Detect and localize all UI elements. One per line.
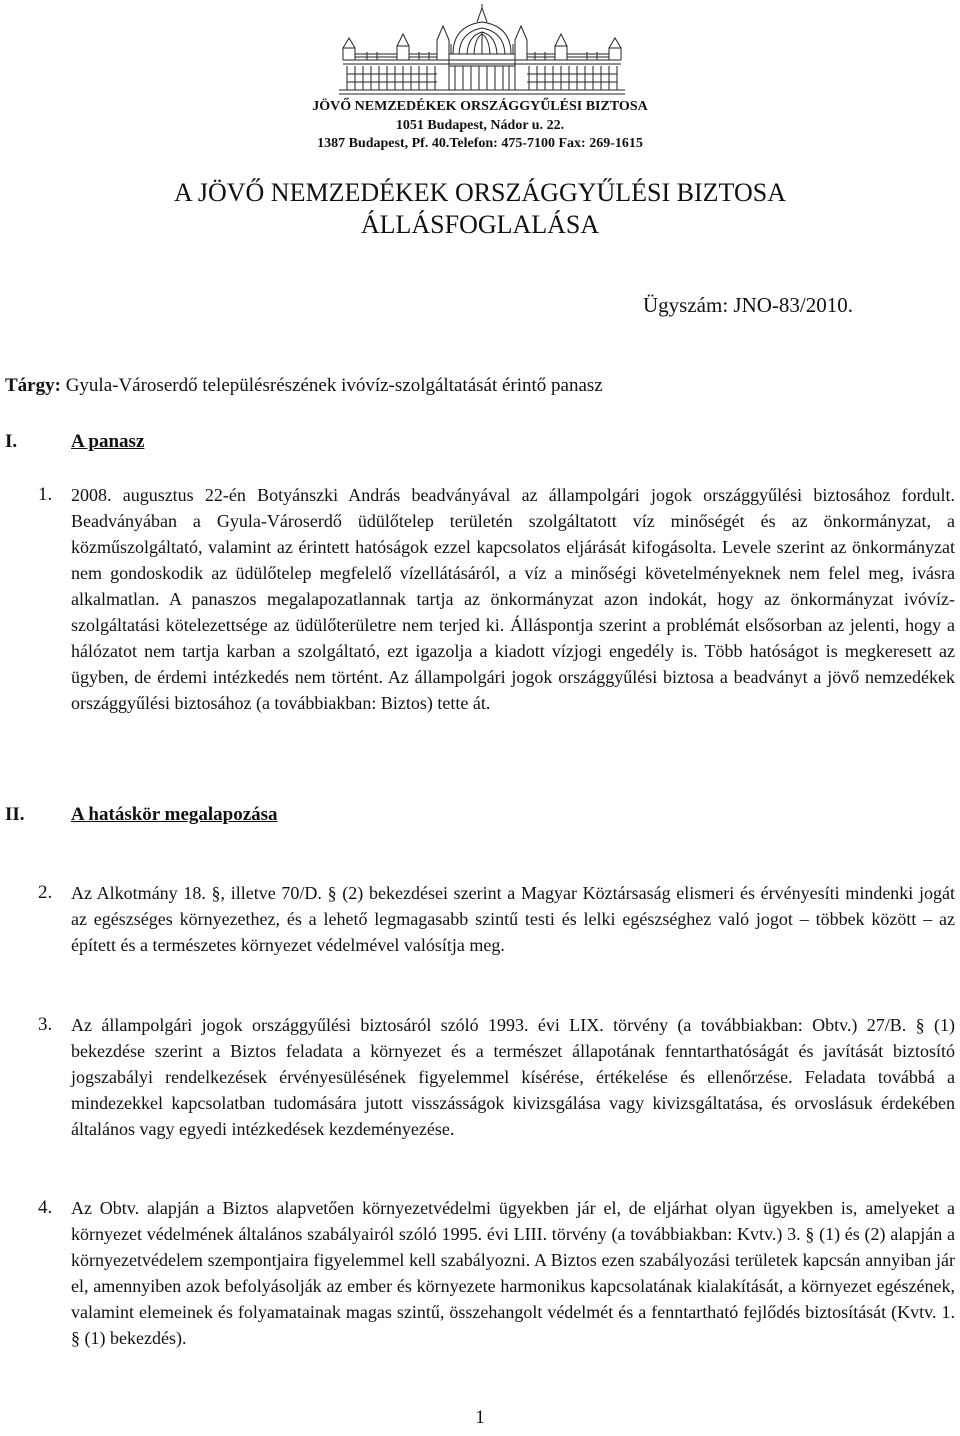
- item-paragraph: Az állampolgári jogok országgyűlési biztosáról szóló 1993. évi LIX. törvény (a továbbiakban: Obtv.) 27/B. § (1) bekezdése szerint a Biztos feladata a környezet és a természet állapotának fenntarthatóságát és javítását biztosító jogszabályi rendelkezések érvényesülésének figyelemmel kísérése, értékelése és ellenőrzése. Feladata továbbá a mindezekkel kapcsolatban tudomására jutott visszásságok kivizsgálása vagy kivizsgáltatása, és orvoslásuk érdekében általános vagy egyedi intézkedések kezdeményezése.: [71, 1015, 955, 1139]
- item-number: 2.: [38, 882, 53, 903]
- address-line-1: 1051 Budapest, Nádor u. 22.: [395, 118, 565, 133]
- section-number: I.: [5, 431, 18, 452]
- item-number: 4.: [38, 1197, 53, 1218]
- address-line-2: 1387 Budapest, Pf. 40.Telefon: 475-7100 Fax: 269-1615: [317, 136, 643, 151]
- title-line-1: A JÖVŐ NEMZEDÉKEK ORSZÁGGYŰLÉSI BIZTOSA: [174, 178, 786, 207]
- org-name: JÖVŐ NEMZEDÉKEK ORSZÁGGYŰLÉSI BIZTOSA: [312, 99, 648, 114]
- item-number: 3.: [38, 1014, 53, 1035]
- page-number: 1: [475, 1407, 485, 1428]
- item-paragraph: Az Obtv. alapján a Biztos alapvetően környezetvédelmi ügyekben jár el, de eljárhat olyan ügyekben is, amelyeket a környezet védelmének általános szabályairól szóló 1995. évi LIII. törvény (a továbbiakban: Kvtv.) 3. § (1) és (2) alapján a környezetvédelem szempontjaira figyelemmel kell szabályozni. A Biztos ezen szabályozási területek kapcsán annyiban jár el, amennyiben azok befolyásolják az ember és környezete harmonikus kapcsolatának kialakítását, a környezet egészének, valamint elemeinek és folyamatainak magas szintű, összehangolt védelmét és a fenntartható fejlődés biztosítását (Kvtv. 1. § (1) bekezdés).: [71, 1198, 955, 1348]
- subject-line: [5, 374, 603, 398]
- item-paragraph: Az Alkotmány 18. §, illetve 70/D. § (2) bekezdései szerint a Magyar Köztársaság elismeri és érvényesíti mindenki jogát az egészséges környezethez, és a lehető legmagasabb szintű testi és lelki egészséghez való jogot – többek között – az épített és a természetes környezet védelmével valósítja meg.: [71, 883, 955, 955]
- subject-text: Gyula-Városerdő településrészének ivóvíz-szolgáltatását érintő panasz: [60, 375, 603, 396]
- case-number: Ügyszám: JNO-83/2010.: [643, 293, 853, 317]
- section-number: II.: [5, 804, 25, 825]
- section-title: A panasz: [71, 431, 145, 452]
- item-number: 1.: [38, 484, 53, 505]
- parliament-crest-icon: [337, 4, 627, 98]
- section-title: A hatáskör megalapozása: [71, 804, 278, 825]
- item-paragraph: 2008. augusztus 22-én Botyánszki András beadványával az állampolgári jogok országgyűlési biztosához fordult. Beadványában a Gyula-Városerdő üdülőtelep területén szolgáltatott víz minőségét és az önkormányzat, a közműszolgáltató, valamint az érintett hatóságok ezzel kapcsolatos eljárását kifogásolta. Levele szerint az önkormányzat nem gondoskodik az üdülőtelep megfelelő vízellátásáról, a víz a minőségi követelményeknek nem felel meg, ivásra alkalmatlan. A panaszos megalapozatlannak tartja az önkormányzat azon indokát, hogy az önkormányzat ivóvíz-szolgáltatási kötelezettsége az üdülőterületre nem terjed ki. Álláspontja szerint a problémát elsősorban az jelenti, hogy a hálózatot nem tartja karban a szolgáltató, ezt igazolja a kiadott vízjogi engedély is. Több hatóságot is megkeresett az ügyben, de érdemi intézkedés nem történt. Az állampolgári jogok országgyűlési biztosa a beadványt a jövő nemzedékek országgyűlési biztosához (a továbbiakban: Biztos) tette át.: [71, 485, 955, 713]
- title-line-2: ÁLLÁSFOGLALÁSA: [360, 210, 600, 239]
- subject-label: Tárgy:: [5, 375, 61, 396]
